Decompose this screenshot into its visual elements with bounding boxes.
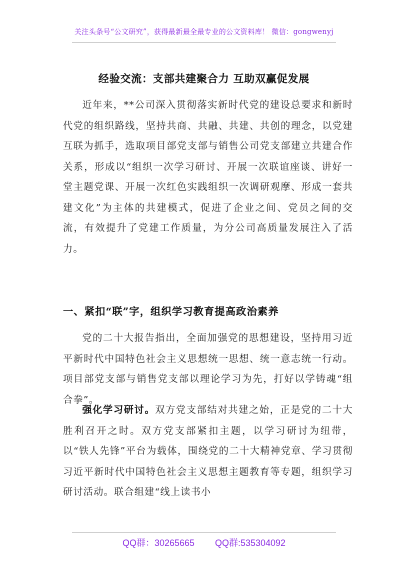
paragraph-body-text: 双方党支部结对共建之始，正是党的二十大胜利召开之时。双方党支部紧扣主题，以学习研讨为纽带，以“铁人先锋”平台为载体，围绕党的二十大精神党章、学习贯彻习近平新时代中国特色社会主义思想主题教育等专题，组织学习研讨活动。联合组建“线上读书小 [63, 405, 354, 498]
section-heading-1: 一、紧扣“联”字，组织学习教育提高政治素养 [63, 306, 279, 318]
document-title: 经验交流：支部共建聚合力 互助双赢促发展 [98, 73, 310, 85]
header-promo-note: 关注头条号“公文研究”，获得最新最全最专业的公文资料库！ 微信：gongwenyj [74, 28, 334, 36]
paragraph-study [63, 401, 353, 504]
footer [0, 536, 408, 549]
header-divider [72, 42, 336, 43]
paragraph-section1: 党的二十大报告指出，全面加强党的思想建设，坚持用习近平新时代中国特色社会主义思想统一思想、统一意志统一行动。项目部党支部与销售党支部以理论学习为先，打好以学铸魂“组合拳”。 [63, 333, 353, 406]
paragraph-lead-phrase: 强化学习研讨。 [82, 405, 156, 416]
paragraph-intro: 近年来，**公司深入贯彻落实新时代党的建设总要求和新时代党的组织路线，坚持共商、共融、共建、共创的理念，以党建互联为抓手，选取项目部党支部与销售公司党支部建立共建合作关系，形成以“组织一次学习研讨、开展一次联谊座谈、讲好一堂主题党课、开展一次红色实践组织一次调研观摩、形成一套共建文化”为主体的共建模式，促进了企业之间、党员之间的交流，有效提升了党建工作质量，为分公司高质量发展注入了活力。 [63, 100, 353, 255]
footer-qq-group-1: QQ群：30265665 [122, 538, 195, 548]
footer-divider [72, 532, 336, 533]
footer-qq-group-2: QQ群:535304092 [215, 538, 286, 548]
